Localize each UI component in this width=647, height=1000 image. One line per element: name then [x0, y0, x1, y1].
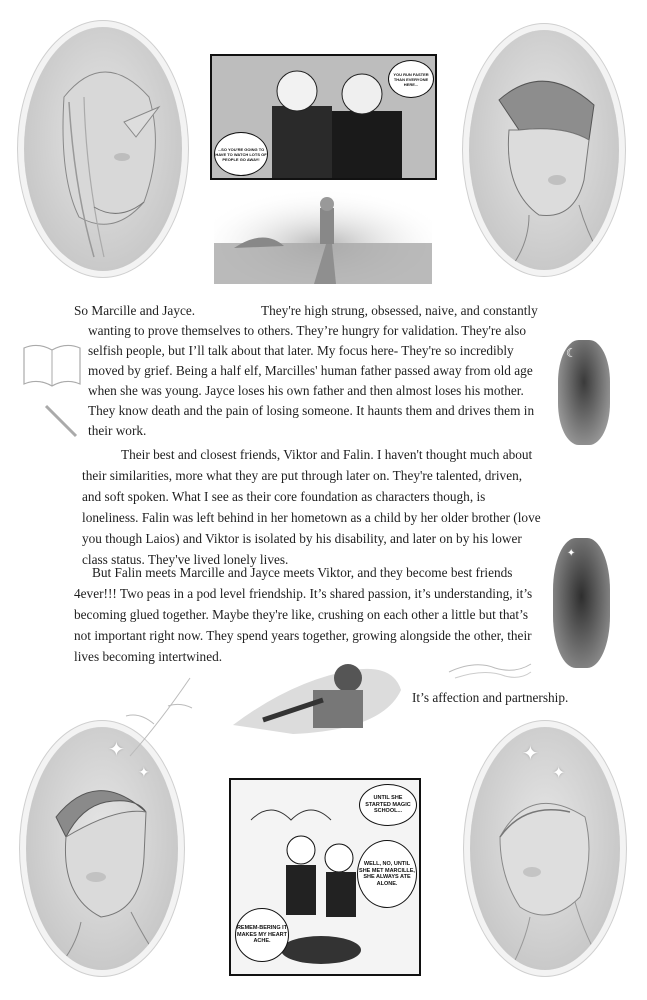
paragraph-2-line: Their best and closest friends, Viktor and Falin. I haven't thought much about [121, 447, 533, 462]
comic-panel-bottom [229, 778, 421, 976]
paragraph-1-line: They know death and the pain of losing someone. It haunts them and drives them in [88, 403, 535, 418]
speech-bubble: WELL, NO, UNTIL SHE MET MARCILLE, SHE ALWAYS ATE ALONE. [357, 840, 417, 908]
sprig-icon [120, 672, 200, 762]
portrait-jayce-oval [469, 30, 619, 270]
paragraph-2-line: and soft spoken. What I see as their core foundation as characters though, is [82, 489, 486, 504]
paragraph-1-line: selfish people, but I’ll talk about that later. My focus here- They're so incredibly [88, 343, 514, 358]
paragraph-1-line: when she was young. Jayce loses his own father and then almost loses his mother. [88, 383, 524, 398]
paragraph-1-lead-b: They're high strung, obsessed, naive, and constantly [261, 303, 538, 318]
portrait-falin-oval [470, 727, 620, 970]
sparkle-icon: ✦ [567, 548, 576, 559]
paragraph-3-line: becoming glued together. Maybe they're like, crushing on each other a little but that’s [74, 607, 528, 622]
paragraph-2-line: you though Laios) and Viktor is isolated by his disability, and later on by his lower [82, 531, 522, 546]
caption-affection: It’s affection and partnership. [412, 690, 569, 705]
sparkle-icon: ✦ [552, 763, 566, 782]
sparkle-icon: ✦ [108, 737, 125, 761]
duo-art [233, 650, 403, 735]
book-icon [20, 340, 84, 390]
speech-bubble: ...SO YOU'RE GOING TO HAVE TO WATCH LOTS OF PEOPLE GO AWAY! [214, 132, 268, 176]
sparkle-icon: ✦ [522, 741, 539, 765]
paragraph-3-line: But Falin meets Marcille and Jayce meets Viktor, and they become best friends [92, 565, 513, 580]
viktor-sketch [26, 727, 178, 970]
comic-panel-top [210, 54, 437, 180]
falling-figure-image [558, 340, 610, 445]
floating-figure-image [553, 538, 610, 668]
jayce-sketch [469, 30, 619, 270]
speech-bubble: UNTIL SHE STARTED MAGIC SCHOOL... [359, 784, 417, 826]
jayce-viktor-illustration [233, 650, 403, 735]
paragraph-1-line: moved by grief. Being a half elf, Marcilles' human father passed away from old age [88, 363, 533, 378]
falin-sketch [470, 727, 620, 970]
landscape-image [214, 188, 432, 284]
paragraph-1-line: their work. [88, 423, 147, 438]
paragraph-2-line: loneliness. Falin was left behind in her hometown as a child by her older brother (love [82, 510, 541, 525]
speech-bubble: YOU RUN FASTER THAN EVERYONE HERE... [388, 60, 434, 98]
paragraph-2-line: their similarities, more what they are put through later on. They're talented, driven, [82, 468, 523, 483]
paragraph-3-line: 4ever!!! Two peas in a pod level friendship. It’s shared passion, it’s understanding, it’s [74, 586, 533, 601]
moon-icon: ☾ [566, 346, 577, 360]
paragraph-3-line: lives becoming intertwined. [74, 649, 223, 664]
paragraph-1-line: wanting to prove themselves to others. They’re hungry for validation. They're also [88, 323, 527, 338]
hands-icon [445, 654, 535, 684]
flower-sprig-doodle [120, 672, 200, 762]
hands-doodle [445, 654, 535, 684]
sparkle-icon: ✦ [138, 765, 150, 781]
landscape-art [214, 188, 432, 284]
paragraph-2-line: class status. They've lived lonely lives. [82, 552, 289, 567]
paragraph-1-lead: So Marcille and Jayce. [74, 303, 196, 318]
paragraph-3-line: not important right now. They spend years together, growing alongside the other, their [74, 628, 532, 643]
speech-bubble: REMEM-BERING IT MAKES MY HEART ACHE. [235, 908, 289, 962]
marcille-sketch [24, 27, 182, 271]
pencil-icon [42, 402, 82, 442]
portrait-viktor-oval [26, 727, 178, 970]
open-book-doodle [20, 340, 84, 390]
portrait-marcille-oval [24, 27, 182, 271]
pencil-doodle [42, 402, 82, 442]
